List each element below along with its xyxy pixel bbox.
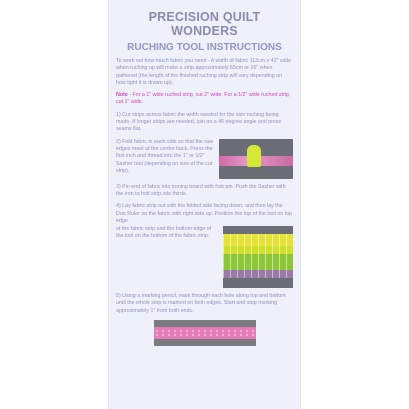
instruction-card <box>108 0 301 409</box>
step-3-text: 3) Pin end of fabric into ironing board with fork pin. Push the Sasher with the iron to fold strip into thirds. <box>116 183 286 197</box>
step-4-row <box>116 226 293 288</box>
step-4-text: 4) Lay fabric strip out with the folded side facing down, and then lay the Duo Ruler on the fabric with right side up. Position the top of the tool on top edge <box>116 203 293 224</box>
fabric-pattern <box>154 329 256 337</box>
sasher-tool <box>247 145 261 167</box>
step-5-text: 5) Using a marking pencil, mark through each hole along top and bottom until the whole strip is marked on both edges. Start and stop marking approximately 1" from both ends. <box>116 293 286 314</box>
marked-strip-photo <box>154 320 256 346</box>
ruler-grid <box>223 234 293 278</box>
step-2-text: 2) Fold fabric in each side so that the raw edges meet at the centre back. Press the first inch and thread into the 1" or 1/2" Sasher tool (depending on size of the cut strip). <box>116 138 213 174</box>
step-2-row <box>116 139 293 179</box>
page-subtitle: RUCHING TOOL INSTRUCTIONS <box>127 42 282 53</box>
intro-paragraph: To work out how much fabric you need - A width of fabric 112cm x 42" wide when ruching up will make a strip approximately 65cm or 26" when gathered (the length of the finished ruching strip will vary depending on how tight it is drawn up). <box>116 58 291 86</box>
step-4-continued-text: of the fabric strip and the bottom edge of the tool on the bottom of the fabric strip. <box>116 226 212 240</box>
duo-ruler-photo <box>223 226 293 288</box>
note-text: - For a 1" wide ruched strip, cut 2" wide. For a 1/2" wide ruched strip, cut 1" wide. <box>116 92 291 106</box>
step-1-text: 1) Cut strips across fabric the width needed for the size ruching being made. If longer strips are needed, join on a 45 degree angle and press seams flat. <box>116 111 282 133</box>
sasher-tool-photo <box>219 139 293 179</box>
note-paragraph <box>116 92 293 107</box>
note-label: Note <box>116 92 128 99</box>
page-title: PRECISION QUILT WONDERS <box>148 10 261 38</box>
